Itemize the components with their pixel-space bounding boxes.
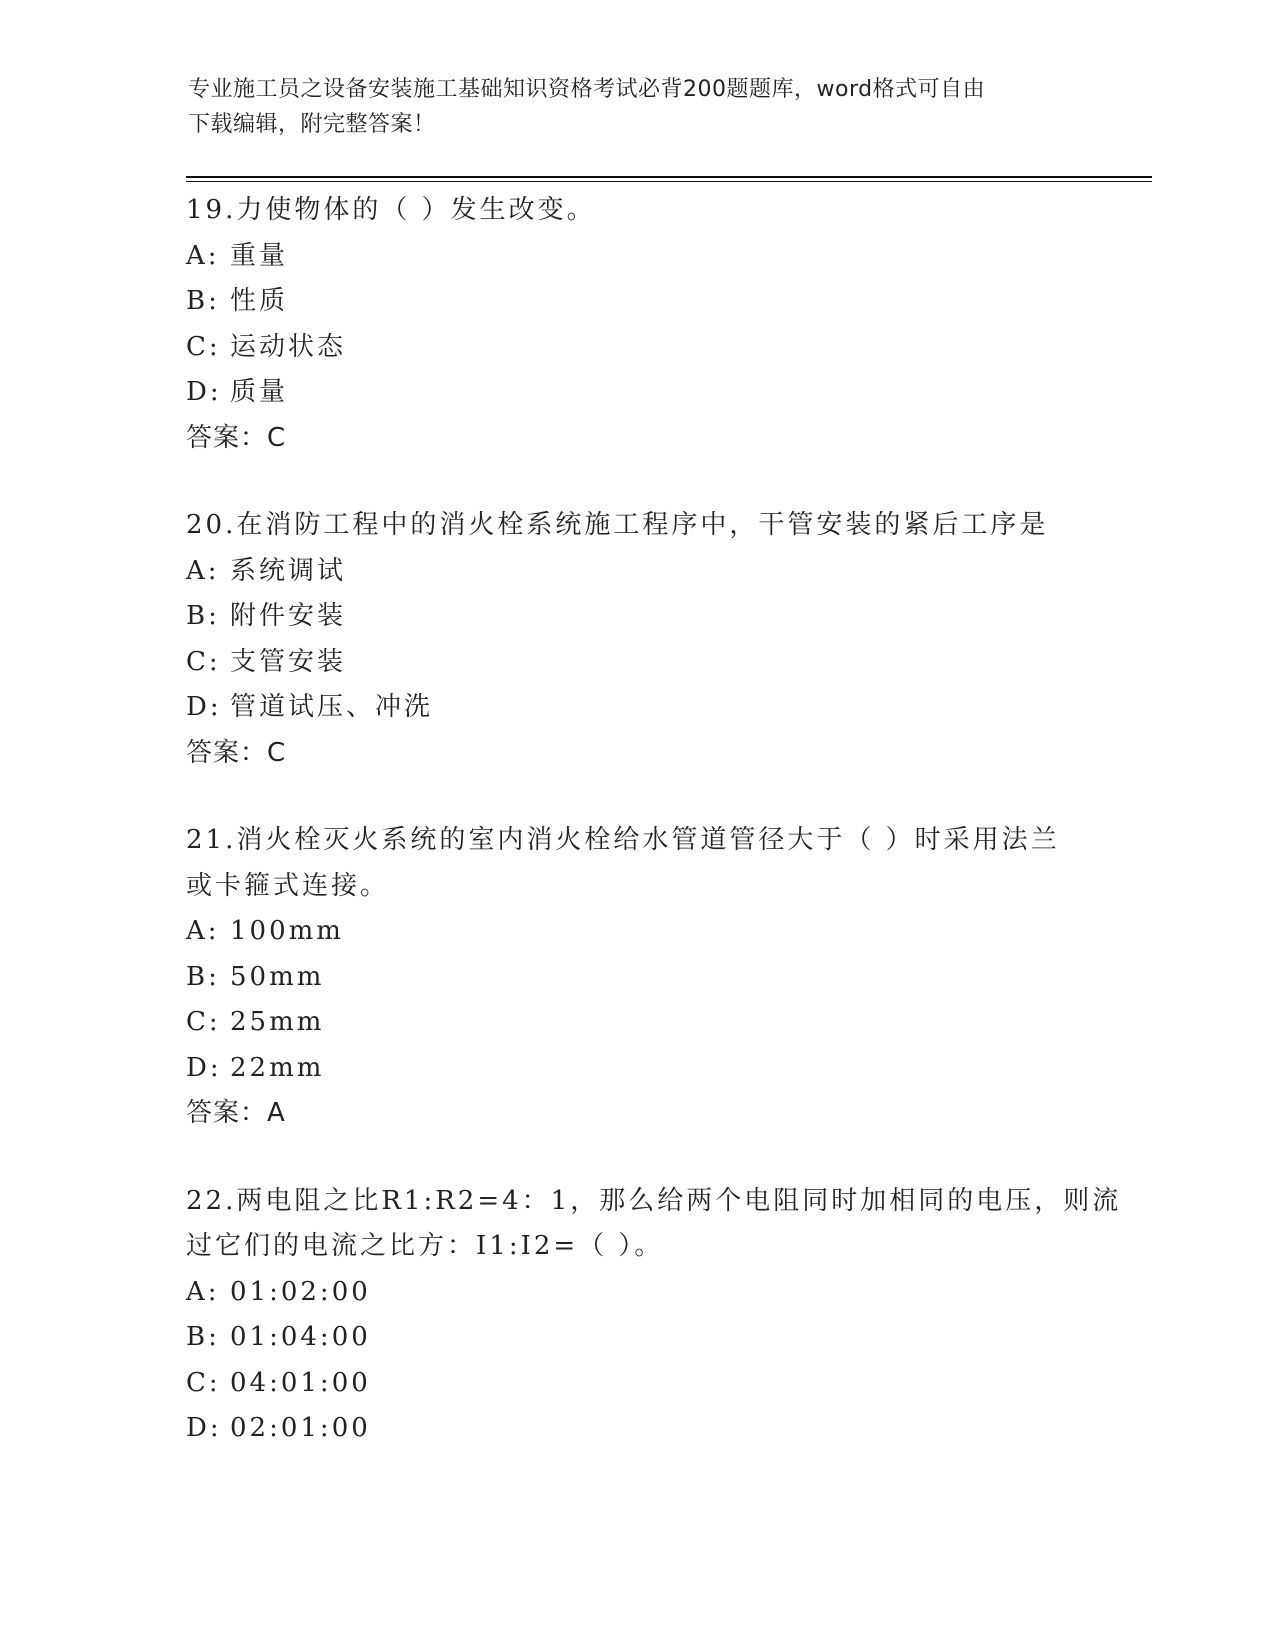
option-text: 04:01:00 bbox=[230, 1367, 371, 1398]
option-letter: D: bbox=[186, 1052, 222, 1083]
option-a bbox=[186, 909, 1086, 955]
option-letter: A: bbox=[186, 555, 220, 586]
option-d bbox=[186, 1406, 1086, 1452]
option-text: 质量 bbox=[230, 377, 289, 407]
option-letter: C: bbox=[186, 1007, 221, 1037]
option-text: 系统调试 bbox=[230, 555, 347, 586]
option-text: 重量 bbox=[230, 240, 289, 271]
option-text: 22mm bbox=[230, 1052, 325, 1083]
option-letter: D: bbox=[186, 692, 222, 722]
option-b bbox=[186, 955, 1086, 1001]
question-21 bbox=[186, 818, 1086, 1137]
option-c bbox=[186, 325, 1086, 371]
option-text: 运动状态 bbox=[230, 331, 347, 362]
question-stem: 20.在消防工程中的消火栓系统施工程序中，干管安装的紧后工序是 bbox=[186, 510, 1049, 540]
option-letter: C: bbox=[186, 646, 221, 677]
option-letter: C: bbox=[186, 1367, 221, 1398]
option-letter: D: bbox=[186, 1413, 222, 1443]
question-stem: 21.消火栓灭火系统的室内消火栓给水管道管径大于（ ）时采用法兰 bbox=[186, 825, 1060, 855]
question-list bbox=[186, 188, 1122, 1494]
option-text: 管道试压、冲洗 bbox=[230, 692, 434, 722]
option-letter: A: bbox=[186, 916, 220, 946]
option-text: 01:02:00 bbox=[230, 1276, 371, 1307]
option-c bbox=[186, 1000, 1086, 1046]
question-20 bbox=[186, 503, 1086, 776]
header-line-2: 下载编辑，附完整答案！ bbox=[188, 112, 436, 137]
option-text: 性质 bbox=[230, 286, 289, 316]
option-a bbox=[186, 549, 1086, 595]
header-line-1: 专业施工员之设备安装施工基础知识资格考试必背200题题库，word格式可自由 bbox=[188, 77, 986, 102]
option-text: 附件安装 bbox=[230, 601, 347, 631]
option-d bbox=[186, 1046, 1086, 1092]
question-stem: 22.两电阻之比R1:R2=4：1，那么给两个电阻同时加相同的电压，则流 bbox=[186, 1185, 1122, 1216]
option-text: 50mm bbox=[230, 961, 325, 992]
option-text: 支管安装 bbox=[230, 646, 347, 677]
option-c bbox=[186, 640, 1086, 686]
option-text: 100mm bbox=[230, 916, 344, 946]
answer-line: 答案：C bbox=[186, 737, 287, 768]
question-stem: 19.力使物体的（ ）发生改变。 bbox=[186, 195, 596, 225]
question-22 bbox=[186, 1179, 1122, 1452]
option-a bbox=[186, 1270, 1086, 1316]
option-letter: C: bbox=[186, 331, 221, 362]
document-header bbox=[188, 72, 1068, 142]
option-b bbox=[186, 1315, 1086, 1361]
option-text: 01:04:00 bbox=[230, 1322, 371, 1352]
question-stem-continued: 过它们的电流之比方：I1:I2=（ ）。 bbox=[186, 1231, 664, 1261]
option-d bbox=[186, 685, 1086, 731]
question-stem-continued: 或卡箍式连接。 bbox=[186, 870, 390, 901]
option-d bbox=[186, 370, 1086, 416]
option-a bbox=[186, 234, 1086, 280]
option-b bbox=[186, 594, 1086, 640]
header-divider-thin bbox=[186, 181, 1152, 182]
option-letter: B: bbox=[186, 961, 220, 992]
answer-line: 答案：A bbox=[186, 1098, 286, 1128]
option-letter: B: bbox=[186, 286, 220, 316]
option-c bbox=[186, 1361, 1086, 1407]
option-text: 25mm bbox=[230, 1007, 325, 1037]
option-letter: B: bbox=[186, 601, 220, 631]
option-letter: B: bbox=[186, 1322, 220, 1352]
option-text: 02:01:00 bbox=[230, 1413, 371, 1443]
option-letter: D: bbox=[186, 377, 222, 407]
option-letter: A: bbox=[186, 1276, 220, 1307]
option-letter: A: bbox=[186, 240, 220, 271]
answer-line: 答案：C bbox=[186, 422, 287, 453]
option-b bbox=[186, 279, 1086, 325]
header-divider-thick bbox=[186, 176, 1152, 178]
question-19 bbox=[186, 188, 1086, 461]
